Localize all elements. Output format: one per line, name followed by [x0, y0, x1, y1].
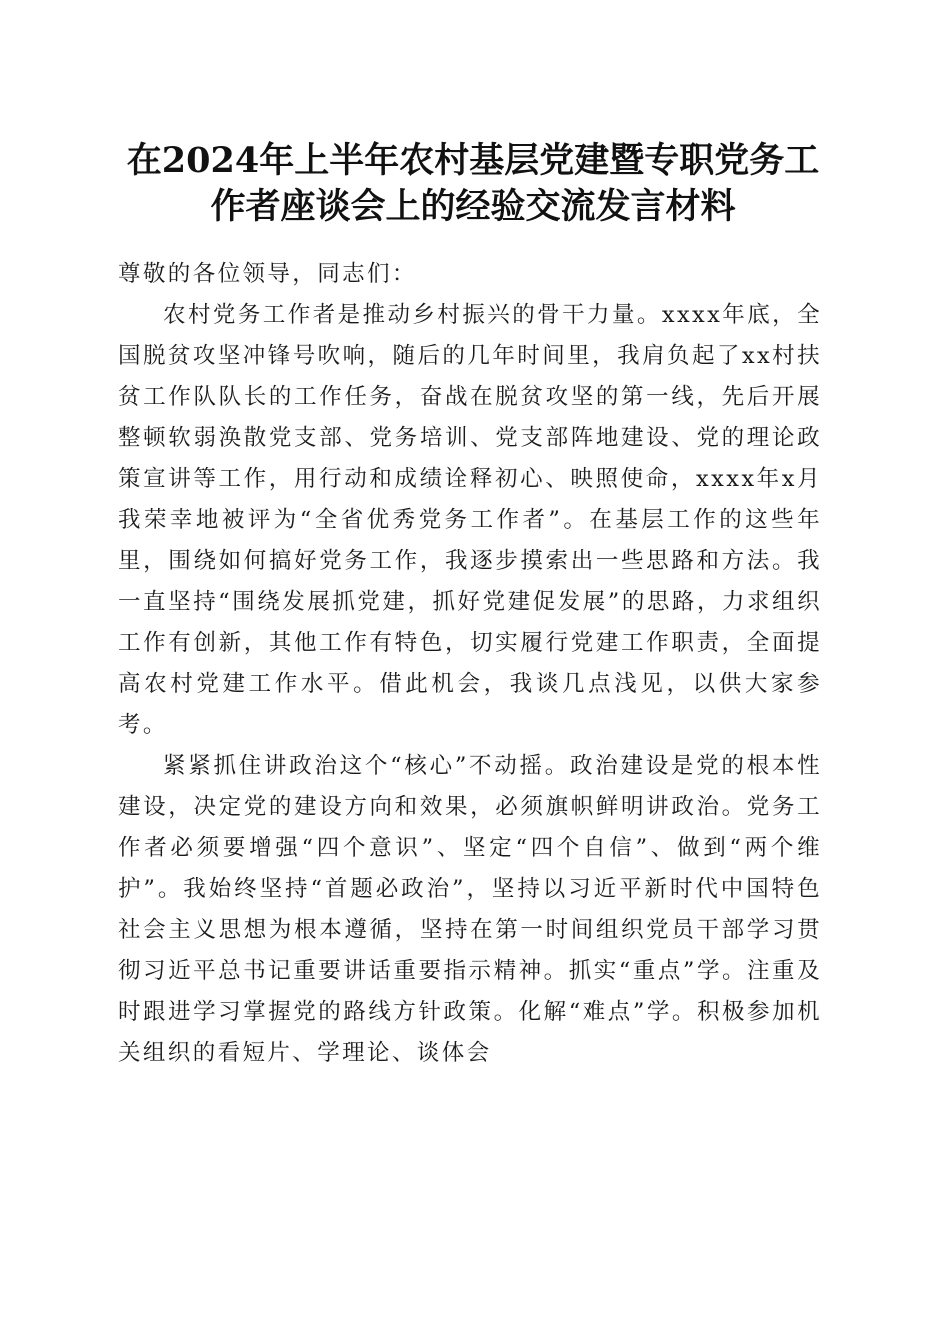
salutation: 尊敬的各位领导，同志们：: [118, 261, 417, 287]
paragraph-intro: 农村党务工作者是推动乡村振兴的骨干力量。xxxx年底，全国脱贫攻坚冲锋号吹响，随后的几年时间里，我肩负起了xx村扶贫工作队队长的工作任务，奋战在脱贫攻坚的第一线，先后开展整顿软弱涣散党支部、党务培训、党支部阵地建设、党的理论政策宣讲等工作，用行动和成绩诠释初心、映照使命，xxxx年x月我荣幸地被评为“全省优秀党务工作者”。在基层工作的这些年里，围绕如何搞好党务工作，我逐步摸索出一些思路和方法。我一直坚持“围绕发展抓党建，抓好党建促发展”的思路，力求组织工作有创新，其他工作有特色，切实履行党建工作职责，全面提高农村党建工作水平。借此机会，我谈几点浅见，以供大家参考。: [118, 302, 822, 738]
document-body: [118, 254, 822, 1074]
document-title: 在2024年上半年农村基层党建暨专职党务工作者座谈会上的经验交流发言材料: [126, 140, 820, 227]
paragraph-political-core: 紧紧抓住讲政治这个“核心”不动摇。政治建设是党的根本性建设，决定党的建设方向和效果，必须旗帜鲜明讲政治。党务工作者必须要增强“四个意识”、坚定“四个自信”、做到“两个维护”。我始终坚持“首题必政治”，坚持以习近平新时代中国特色社会主义思想为根本遵循，坚持在第一时间组织党员干部学习贯彻习近平总书记重要讲话重要指示精神。抓实“重点”学。注重及时跟进学习掌握党的路线方针政策。化解“难点”学。积极参加机关组织的看短片、学理论、谈体会: [118, 753, 822, 1066]
